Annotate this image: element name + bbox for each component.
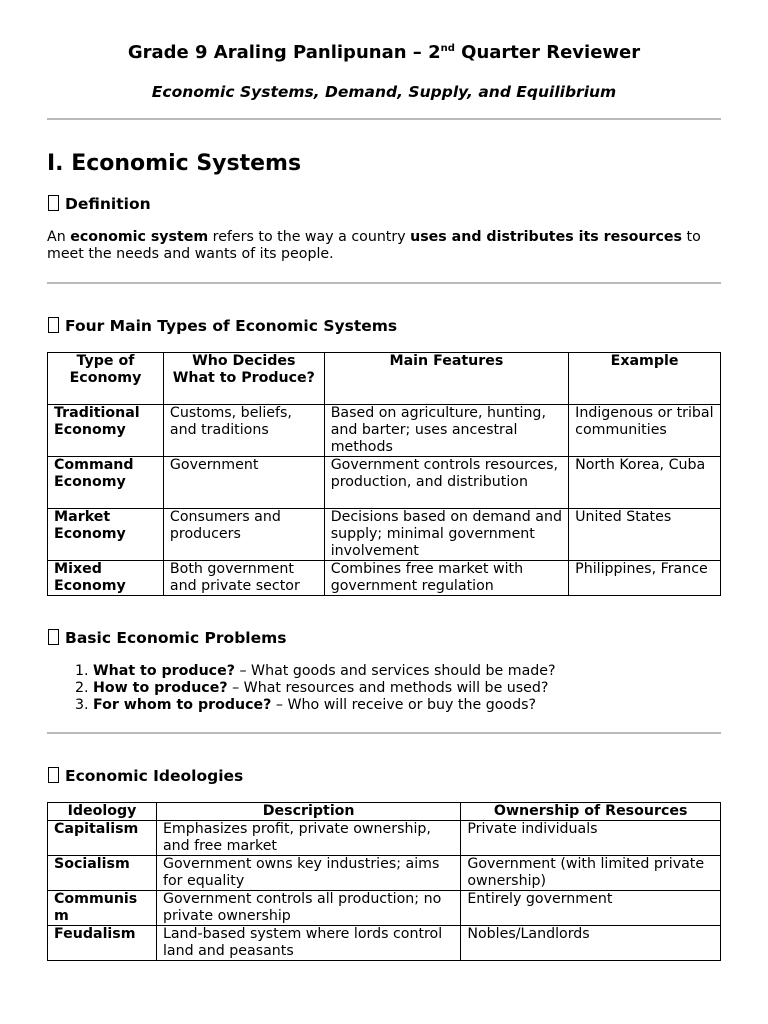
problems-list: [47, 663, 713, 714]
list-item: [93, 680, 713, 697]
definition-heading-text: Definition: [65, 195, 151, 213]
table-row: [48, 926, 721, 961]
table-cell: Command Economy: [48, 457, 164, 509]
table-row: [48, 509, 721, 561]
column-header: Description: [156, 803, 460, 821]
column-header: Example: [569, 353, 721, 405]
section-heading: I. Economic Systems: [47, 151, 302, 176]
table-cell: Emphasizes profit, private ownership, and free market: [156, 821, 460, 856]
table-cell: Government controls resources, production, and distribution: [324, 457, 568, 509]
table-cell: Government (with limited private ownership): [461, 856, 721, 891]
table-cell: Indigenous or tribal communities: [569, 405, 721, 457]
table-cell: Market Economy: [48, 509, 164, 561]
ideologies-heading: [47, 765, 243, 787]
column-header: Who Decides What to Produce?: [163, 353, 324, 405]
column-header: Main Features: [324, 353, 568, 405]
table-cell: Government owns key industries; aims for equality: [156, 856, 460, 891]
table-cell: Capitalism: [48, 821, 157, 856]
ideologies-heading-text: Economic Ideologies: [65, 767, 244, 785]
bookmark-icon: [48, 629, 59, 645]
column-header: Ownership of Resources: [461, 803, 721, 821]
table-row: [48, 457, 721, 509]
table-cell: Feudalism: [48, 926, 157, 961]
types-heading: [47, 315, 397, 337]
column-header: Ideology: [48, 803, 157, 821]
list-item: [93, 663, 713, 680]
table-cell: Philippines, France: [569, 561, 721, 596]
problem-answer: – Who will receive or buy the goods?: [271, 697, 537, 713]
table-cell: Customs, beliefs, and traditions: [163, 405, 324, 457]
table-cell: Based on agriculture, hunting, and barter; uses ancestral methods: [324, 405, 568, 457]
definition-paragraph: [47, 229, 721, 263]
table-cell: Land-based system where lords control land and peasants: [156, 926, 460, 961]
table-cell: Combines free market with government regulation: [324, 561, 568, 596]
table-cell: Communism: [48, 891, 157, 926]
bookmark-icon: [48, 767, 59, 783]
ideologies-table: [47, 802, 721, 961]
problem-question: What to produce?: [93, 663, 235, 679]
problem-question: For whom to produce?: [93, 697, 272, 713]
table-cell: Decisions based on demand and supply; minimal government involvement: [324, 509, 568, 561]
definition-term: uses and distributes its resources: [410, 229, 682, 245]
problems-heading-text: Basic Economic Problems: [65, 629, 287, 647]
table-row: [48, 405, 721, 457]
bookmark-icon: [48, 195, 59, 211]
definition-term: economic system: [70, 229, 209, 245]
definition-text: to meet the needs and wants of its people.: [47, 229, 701, 262]
table-row: [48, 856, 721, 891]
table-cell: Government controls all production; no private ownership: [156, 891, 460, 926]
table-cell: Private individuals: [461, 821, 721, 856]
table-cell: North Korea, Cuba: [569, 457, 721, 509]
definition-text: refers to the way a country: [208, 229, 411, 245]
types-heading-text: Four Main Types of Economic Systems: [65, 317, 398, 335]
table-header-row: [48, 803, 721, 821]
title-superscript: nd: [440, 43, 455, 54]
bookmark-icon: [48, 317, 59, 333]
table-row: [48, 891, 721, 926]
economic-types-table: [47, 352, 721, 596]
table-cell: Government: [163, 457, 324, 509]
definition-text: An: [47, 229, 71, 245]
divider: [47, 282, 721, 284]
table-header-row: [48, 353, 721, 405]
table-cell: Entirely government: [461, 891, 721, 926]
list-item: [93, 697, 713, 714]
table-row: [48, 821, 721, 856]
table-cell: Both government and private sector: [163, 561, 324, 596]
problem-answer: – What goods and services should be made?: [234, 663, 556, 679]
problem-question: How to produce?: [93, 680, 228, 696]
table-cell: Traditional Economy: [48, 405, 164, 457]
table-row: [48, 561, 721, 596]
table-cell: Socialism: [48, 856, 157, 891]
problems-heading: [47, 627, 287, 649]
page-subtitle: Economic Systems, Demand, Supply, and Equilibrium: [151, 83, 617, 101]
page-title: [47, 40, 721, 66]
column-header: Type of Economy: [48, 353, 164, 405]
table-cell: Nobles/Landlords: [461, 926, 721, 961]
divider: [47, 118, 721, 120]
table-cell: Consumers and producers: [163, 509, 324, 561]
definition-heading: [47, 193, 151, 215]
title-rest: Quarter Reviewer: [454, 42, 641, 63]
table-cell: United States: [569, 509, 721, 561]
divider: [47, 732, 721, 734]
problem-answer: – What resources and methods will be used?: [227, 680, 549, 696]
table-cell: Mixed Economy: [48, 561, 164, 596]
title-main: Grade 9 Araling Panlipunan – 2: [127, 42, 441, 63]
